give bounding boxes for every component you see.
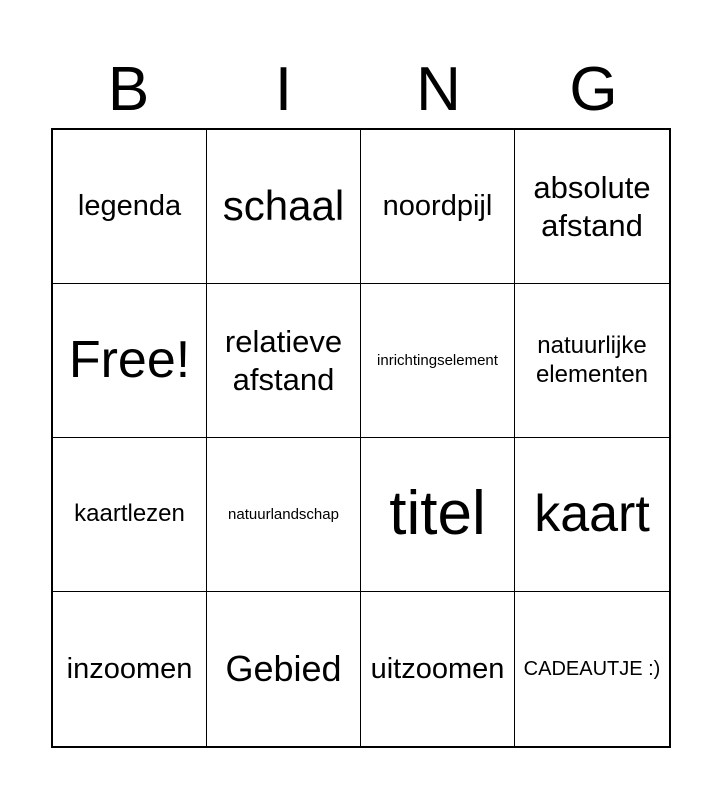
bingo-cell[interactable]: inzoomen <box>53 592 207 746</box>
bingo-cell[interactable]: natuurlandschap <box>207 438 361 592</box>
bingo-cell[interactable]: schaal <box>207 130 361 284</box>
bingo-cell[interactable]: CADEAUTJE :) <box>523 658 661 680</box>
bingo-cell[interactable]: natuurlijke elementen <box>515 284 669 438</box>
bingo-grid <box>51 128 671 748</box>
bingo-cell[interactable]: legenda <box>53 130 207 284</box>
bingo-cell[interactable]: relatieve afstand <box>207 284 361 438</box>
bingo-header <box>51 52 671 128</box>
bingo-cell[interactable]: Gebied <box>207 592 361 746</box>
bingo-cell[interactable]: kaart <box>515 438 669 592</box>
bingo-cell[interactable]: titel <box>361 438 515 592</box>
bingo-cell[interactable]: absolute afstand <box>515 130 669 284</box>
free-space-cell[interactable]: Free! <box>53 284 207 438</box>
bingo-cell[interactable]: noordpijl <box>361 130 515 284</box>
header-letter-n: N <box>416 55 461 124</box>
header-letter-b: B <box>107 55 150 124</box>
header-letter-i: I <box>274 55 293 124</box>
bingo-cell[interactable]: uitzoomen <box>361 592 515 746</box>
bingo-cell[interactable]: inrichtingselement <box>361 284 515 438</box>
bingo-cell[interactable]: kaartlezen <box>53 438 207 592</box>
header-letter-g: G <box>569 55 618 124</box>
